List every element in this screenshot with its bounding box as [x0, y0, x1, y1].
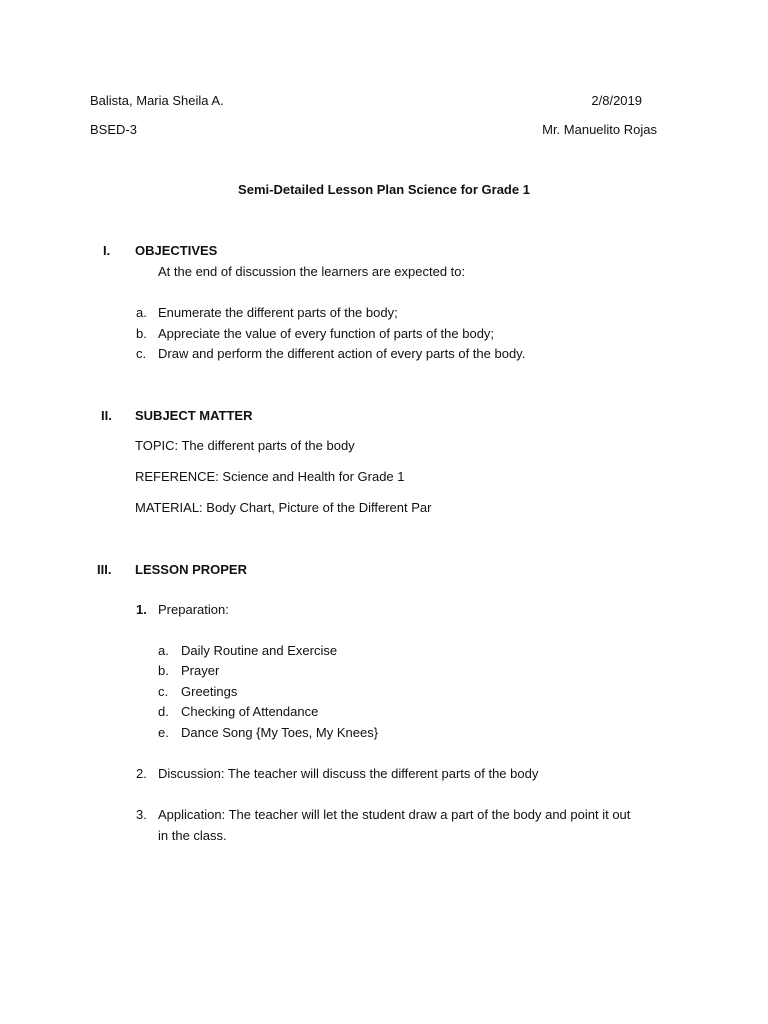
list-item-marker: 1.: [136, 602, 147, 617]
preparation-item: Checking of Attendance: [181, 704, 319, 719]
list-item-marker: c.: [158, 684, 169, 699]
subject-topic: TOPIC: The different parts of the body: [135, 438, 355, 453]
document-title: Semi-Detailed Lesson Plan Science for Grade 1: [238, 182, 530, 197]
list-item-marker: b.: [158, 663, 169, 678]
list-item-marker: d.: [158, 704, 169, 719]
application-text-line-2: in the class.: [158, 828, 227, 843]
section-heading-objectives: OBJECTIVES: [135, 243, 218, 258]
subject-material: MATERIAL: Body Chart, Picture of the Different Par: [135, 500, 432, 515]
section-numeral-objectives: I.: [103, 243, 111, 258]
section-heading-subject-matter: SUBJECT MATTER: [135, 408, 253, 423]
list-item-marker: a.: [158, 643, 169, 658]
preparation-item: Prayer: [181, 663, 220, 678]
discussion-text: Discussion: The teacher will discuss the different parts of the body: [158, 766, 539, 781]
objectives-intro: At the end of discussion the learners are expected to:: [158, 264, 466, 279]
section-heading-lesson-proper: LESSON PROPER: [135, 562, 247, 577]
preparation-label: Preparation:: [158, 602, 229, 617]
section-numeral-lesson-proper: III.: [97, 562, 112, 577]
preparation-item: Greetings: [181, 684, 238, 699]
course: BSED-3: [90, 122, 137, 137]
list-item-marker: b.: [136, 326, 147, 341]
list-item-marker: 3.: [136, 807, 147, 822]
objective-item: Appreciate the value of every function of parts of the body;: [158, 326, 495, 341]
instructor: Mr. Manuelito Rojas: [542, 122, 657, 137]
preparation-item: Daily Routine and Exercise: [181, 643, 338, 658]
objective-item: Draw and perform the different action of every parts of the body.: [158, 346, 526, 361]
list-item-marker: e.: [158, 725, 169, 740]
list-item-marker: 2.: [136, 766, 147, 781]
application-text-line-1: Application: The teacher will let the student draw a part of the body and point it out: [158, 807, 631, 822]
subject-reference: REFERENCE: Science and Health for Grade 1: [135, 469, 405, 484]
list-item-marker: c.: [136, 346, 147, 361]
list-item-marker: a.: [136, 305, 147, 320]
objective-item: Enumerate the different parts of the body;: [158, 305, 398, 320]
student-name: Balista, Maria Sheila A.: [90, 93, 224, 108]
section-numeral-subject-matter: II.: [101, 408, 112, 423]
preparation-item: Dance Song {My Toes, My Knees}: [181, 725, 379, 740]
date: 2/8/2019: [591, 93, 642, 108]
